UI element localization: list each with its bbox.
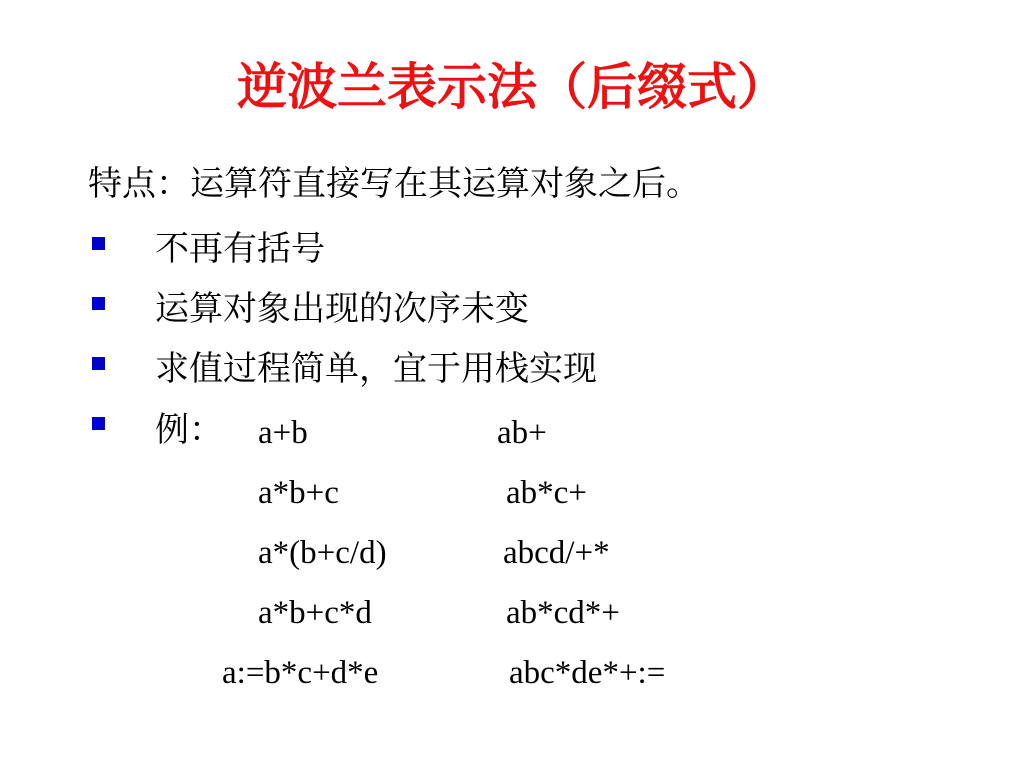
slide-title: 逆波兰表示法（后缀式） [237,57,787,116]
example-postfix: ab*cd*+ [506,595,620,631]
bullet-text-operand-order: 运算对象出现的次序未变 [155,289,529,329]
example-label: 例： [155,410,223,450]
example-infix: a*b+c [258,475,339,511]
example-infix: a:=b*c+d*e [222,655,379,691]
bullet-text-stack-evaluation: 求值过程简单，宜于用栈实现 [155,349,597,389]
example-postfix: abc*de*+:= [509,655,666,691]
example-infix: a*b+c*d [258,595,372,631]
square-bullet-icon [92,237,105,250]
example-postfix: abcd/+* [503,535,610,571]
square-bullet-icon [92,417,105,430]
example-postfix: ab*c+ [506,475,587,511]
example-infix: a+b [258,415,308,451]
example-postfix: ab+ [497,415,547,451]
bullet-text-no-parentheses: 不再有括号 [155,229,325,269]
example-infix: a*(b+c/d) [258,535,387,571]
square-bullet-icon [92,357,105,370]
feature-line: 特点：运算符直接写在其运算对象之后。 [88,164,700,204]
square-bullet-icon [92,297,105,310]
